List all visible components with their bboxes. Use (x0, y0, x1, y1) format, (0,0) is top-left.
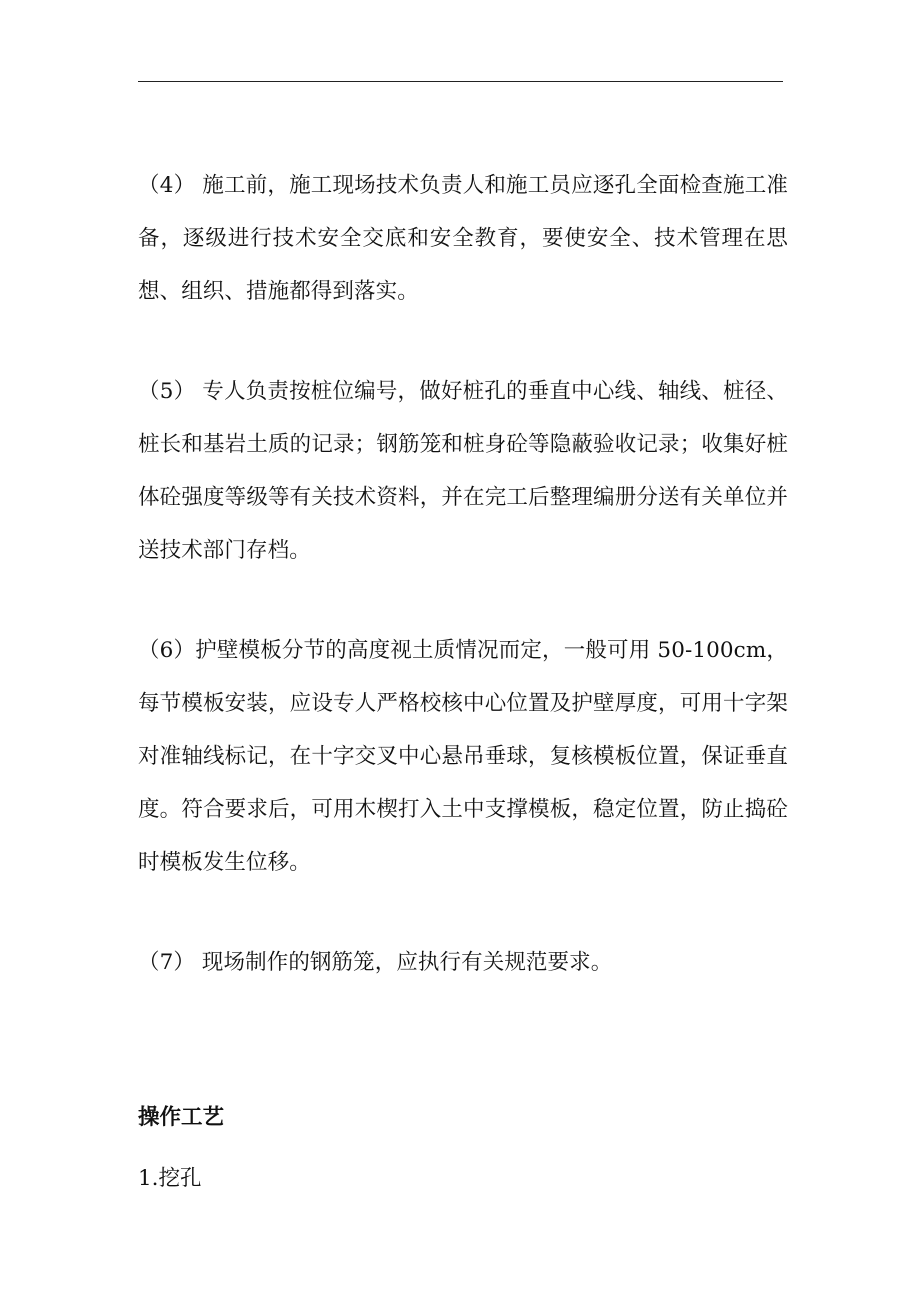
document-body (138, 159, 788, 1205)
paragraph-6: （6）护壁模板分节的高度视土质情况而定，一般可用 50-100cm，每节模板安装，应设专人严格校核中心位置及护壁厚度，可用十字架对准轴线标记，在十字交叉中心悬吊垂球，复核模板位置，保证垂直度。符合要求后，可用木楔打入土中支撑模板，稳定位置，防止捣砼时模板发生位移。 (138, 638, 788, 875)
header-rule (138, 81, 783, 82)
section-heading: 操作工艺 (138, 1105, 225, 1130)
paragraph-7: （7） 现场制作的钢筋笼，应执行有关规范要求。 (138, 950, 613, 975)
paragraph-5: （5） 专人负责按桩位编号，做好桩孔的垂直中心线、轴线、桩径、桩长和基岩土质的记录；钢筋笼和桩身砼等隐蔽验收记录；收集好桩体砼强度等级等有关技术资料，并在完工后整理编册分送有关单位并送技术部门存档。 (138, 379, 788, 563)
subsection-heading: 1.挖孔 (138, 1166, 202, 1191)
paragraph-4: （4） 施工前，施工现场技术负责人和施工员应逐孔全面检查施工准备，逐级进行技术安全交底和安全教育，要使安全、技术管理在思想、组织、措施都得到落实。 (138, 173, 788, 304)
